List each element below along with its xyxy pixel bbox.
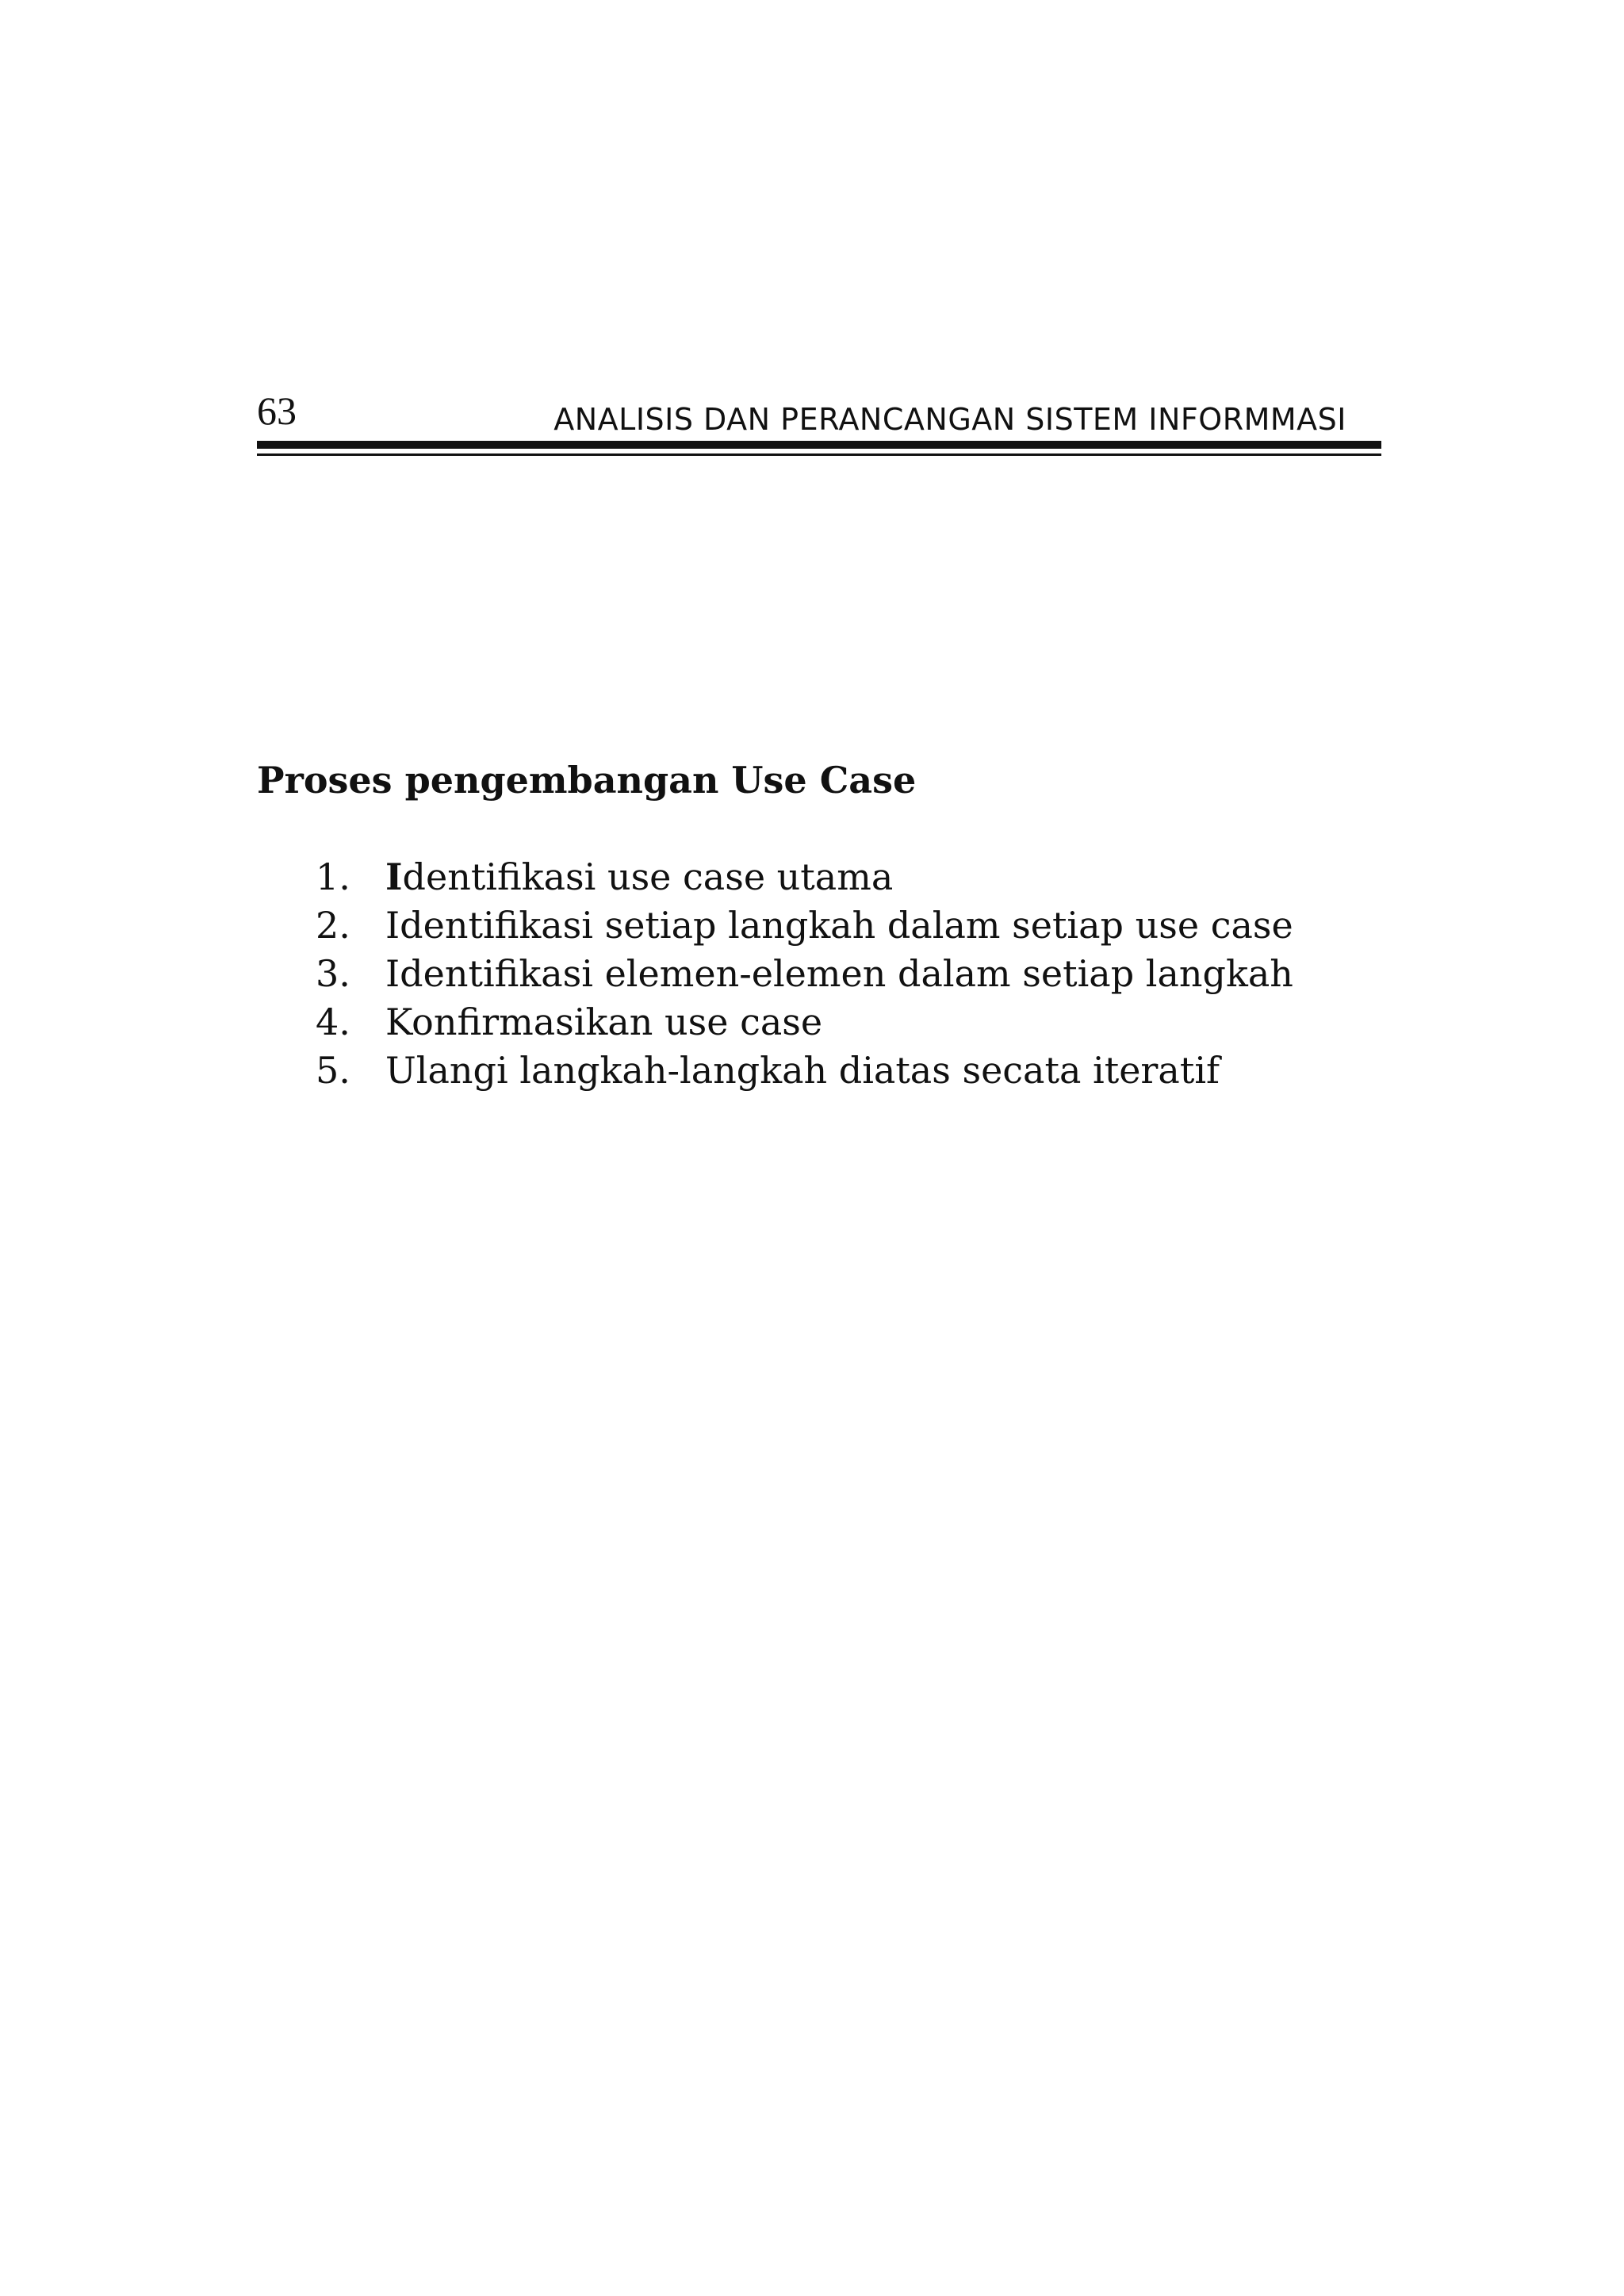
page-number: 63 xyxy=(257,388,297,433)
list-item-body: Konfirmasikan use case xyxy=(385,1001,823,1043)
steps-list xyxy=(316,853,1293,1095)
header-rule-thick xyxy=(257,441,1381,449)
list-item xyxy=(316,1047,1293,1095)
list-item-number: 4. xyxy=(316,1001,350,1043)
list-item-text xyxy=(385,853,893,901)
list-item-number: 1. xyxy=(316,855,350,898)
list-item-body: Ulangi langkah-langkah diatas secata iteratif xyxy=(385,1049,1220,1092)
list-item-number: 5. xyxy=(316,1049,350,1092)
list-item xyxy=(316,853,1293,901)
list-item xyxy=(316,998,1293,1047)
list-item xyxy=(316,950,1293,998)
list-item-body: dentifikasi use case utama xyxy=(402,855,894,898)
section-heading: Proses pengembangan Use Case xyxy=(257,759,917,802)
header-rule-thin xyxy=(257,453,1381,456)
list-item-number: 3. xyxy=(316,952,350,995)
list-item xyxy=(316,901,1293,950)
running-title: ANALISIS DAN PERANCANGAN SISTEM INFORMMASI xyxy=(553,402,1346,437)
list-item-body: Identifikasi elemen-elemen dalam setiap langkah xyxy=(385,952,1293,995)
list-item-number: 2. xyxy=(316,904,350,947)
list-item-initial: I xyxy=(385,855,403,898)
list-item-body: Identifikasi setiap langkah dalam setiap use case xyxy=(385,904,1293,947)
